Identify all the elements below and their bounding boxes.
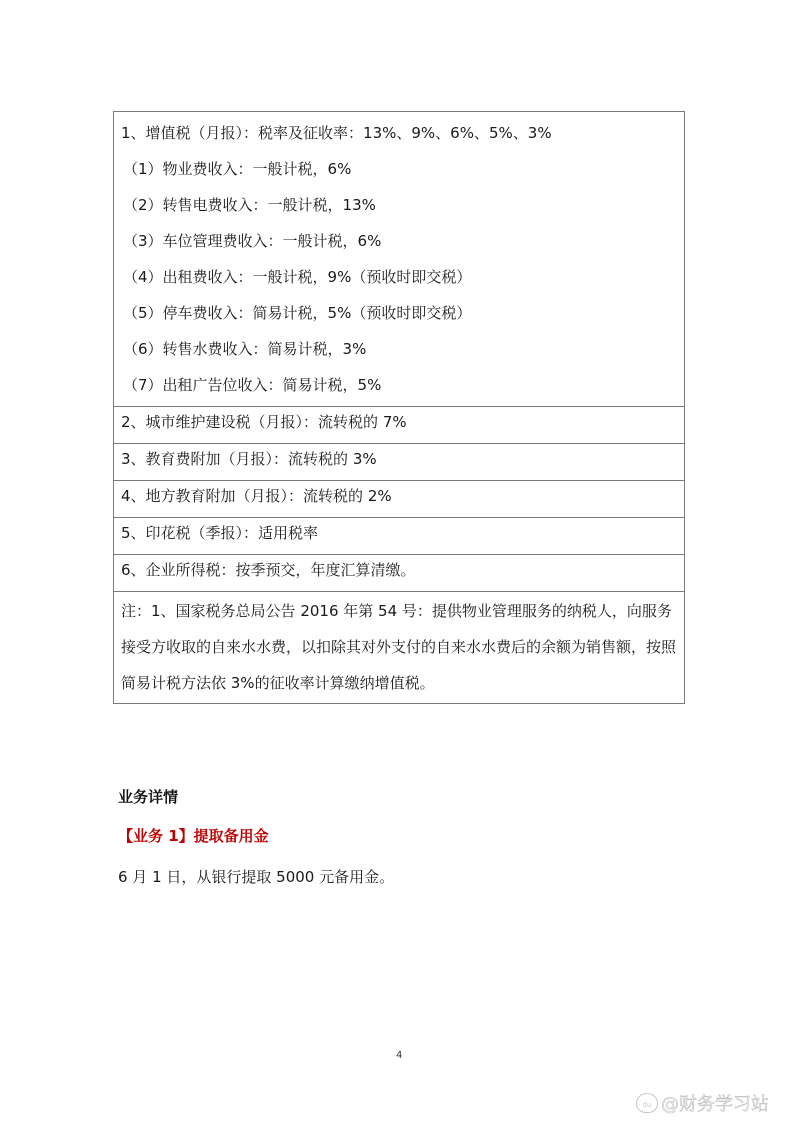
- table-row: [114, 555, 685, 592]
- local-education-surcharge: 4、地方教育附加（月报）：流转税的 2%: [114, 481, 685, 518]
- table-row-vat: [114, 112, 685, 407]
- education-surcharge: 3、教育费附加（月报）：流转税的 3%: [114, 444, 685, 481]
- table-row: [114, 518, 685, 555]
- table-row: [114, 407, 685, 444]
- baidu-paw-icon: du: [636, 1093, 658, 1113]
- table-row: [114, 444, 685, 481]
- table-row-note: [114, 592, 685, 704]
- vat-item: （7）出租广告位收入：简易计税，5%: [123, 376, 382, 394]
- vat-item: （3）车位管理费收入：一般计税，6%: [123, 232, 382, 250]
- vat-item: （2）转售电费收入：一般计税，13%: [123, 196, 376, 214]
- vat-item: （5）停车费收入：简易计税，5%（预收时即交税）: [123, 304, 472, 322]
- business-description: 6 月 1 日，从银行提取 5000 元备用金。: [118, 868, 395, 886]
- watermark-text: @财务学习站: [661, 1094, 769, 1115]
- table-row: [114, 481, 685, 518]
- vat-item: （1）物业费收入：一般计税，6%: [123, 160, 352, 178]
- vat-item: （4）出租费收入：一般计税，9%（预收时即交税）: [123, 268, 472, 286]
- urban-construction-tax: 2、城市维护建设税（月报）：流转税的 7%: [114, 407, 685, 444]
- section-heading: 业务详情: [118, 788, 179, 806]
- vat-title: 1、增值税（月报）：税率及征收率：13%、9%、6%、5%、3%: [121, 124, 552, 142]
- note-text: 注：1、国家税务总局公告 2016 年第 54 号：提供物业管理服务的纳税人，向服务接受方收取的自来水水费，以扣除其对外支付的自来水水费后的余额为销售额，按照简易计税方法依 3%的征收率计算缴纳增值税。: [114, 592, 685, 704]
- stamp-tax: 5、印花税（季报）：适用税率: [114, 518, 685, 555]
- vat-item: （6）转售水费收入：简易计税，3%: [123, 340, 367, 358]
- watermark: [636, 1090, 769, 1116]
- business-title: 【业务 1】提取备用金: [118, 827, 269, 845]
- page-number: 4: [396, 1050, 403, 1061]
- corporate-income-tax: 6、企业所得税：按季预交，年度汇算清缴。: [114, 555, 685, 592]
- vat-cell: [114, 112, 685, 407]
- tax-rate-table: [113, 111, 685, 704]
